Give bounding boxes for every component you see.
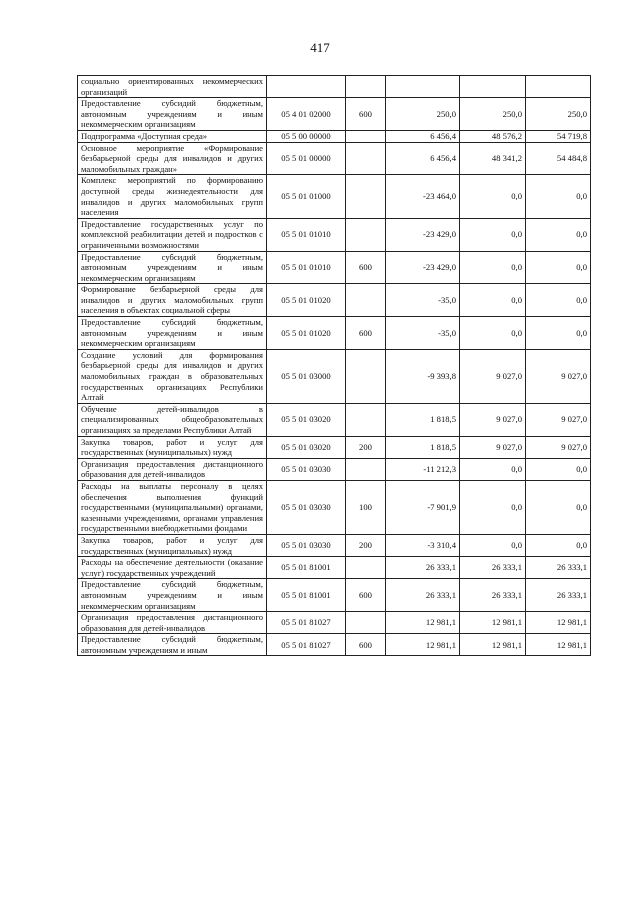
row-expense-type-cell [346, 76, 386, 98]
row-amount-year2-cell: 0,0 [460, 284, 526, 317]
row-name-cell: Предоставление субсидий бюджетным, автономным учреждениям и иным [78, 634, 267, 656]
row-name-cell: Комплекс мероприятий по формированию доступной среды жизнедеятельности для инвалидов и других маломобильных групп населения [78, 175, 267, 218]
row-amount-year1-cell [386, 76, 460, 98]
row-amount-year1-cell: -7 901,9 [386, 480, 460, 534]
row-code-cell: 05 5 01 03020 [267, 436, 346, 458]
row-expense-type-cell [346, 175, 386, 218]
row-name-cell: Формирование безбарьерной среды для инвалидов и других маломобильных групп населения в объектах социальной сферы [78, 284, 267, 317]
row-amount-year2-cell [460, 76, 526, 98]
row-name-cell: социально ориентированных некоммерческих организаций [78, 76, 267, 98]
row-expense-type-cell: 600 [346, 98, 386, 131]
row-amount-year2-cell: 9 027,0 [460, 403, 526, 436]
row-name-cell: Расходы на обеспечение деятельности (оказание услуг) государственных учреждений [78, 557, 267, 579]
table-row [78, 557, 591, 579]
row-expense-type-cell: 600 [346, 634, 386, 656]
row-name-cell: Закупка товаров, работ и услуг для государственных (муниципальных) нужд [78, 534, 267, 556]
table-row [78, 634, 591, 656]
row-code-cell: 05 5 01 01020 [267, 284, 346, 317]
row-expense-type-cell [346, 349, 386, 403]
row-amount-year1-cell: 1 818,5 [386, 403, 460, 436]
row-name-cell: Предоставление субсидий бюджетным, автономным учреждениям и иным некоммерческим организациям [78, 98, 267, 131]
row-expense-type-cell: 600 [346, 317, 386, 350]
table-row [78, 76, 591, 98]
row-amount-year3-cell: 54 484,8 [526, 142, 591, 175]
row-amount-year3-cell: 0,0 [526, 534, 591, 556]
row-name-cell: Предоставление субсидий бюджетным, автономным учреждениям и иным некоммерческим организациям [78, 317, 267, 350]
table-row [78, 317, 591, 350]
table-row [78, 612, 591, 634]
row-amount-year3-cell: 9 027,0 [526, 349, 591, 403]
row-amount-year1-cell: -3 310,4 [386, 534, 460, 556]
row-code-cell: 05 5 01 81027 [267, 612, 346, 634]
row-amount-year1-cell: -23 429,0 [386, 251, 460, 284]
row-name-cell: Расходы на выплаты персоналу в целях обеспечения выполнения функций государственными (муниципальными) органами, казенными учреждениями, органами управления государственными внебюджетными фондами [78, 480, 267, 534]
table-row [78, 284, 591, 317]
row-amount-year3-cell: 9 027,0 [526, 403, 591, 436]
row-amount-year3-cell: 0,0 [526, 218, 591, 251]
row-amount-year3-cell: 0,0 [526, 175, 591, 218]
row-amount-year2-cell: 26 333,1 [460, 557, 526, 579]
row-amount-year3-cell: 54 719,8 [526, 130, 591, 142]
table-row [78, 458, 591, 480]
row-expense-type-cell: 200 [346, 534, 386, 556]
row-amount-year2-cell: 0,0 [460, 317, 526, 350]
row-name-cell: Подпрограмма «Доступная среда» [78, 130, 267, 142]
row-amount-year2-cell: 0,0 [460, 458, 526, 480]
row-expense-type-cell [346, 142, 386, 175]
table-row [78, 436, 591, 458]
row-name-cell: Предоставление субсидий бюджетным, автономным учреждениям и иным некоммерческим организациям [78, 579, 267, 612]
table-row [78, 534, 591, 556]
budget-table-body [78, 76, 591, 656]
row-code-cell: 05 5 01 03030 [267, 480, 346, 534]
row-name-cell: Организация предоставления дистанционного образования для детей-инвалидов [78, 612, 267, 634]
row-code-cell: 05 5 01 81001 [267, 579, 346, 612]
row-code-cell: 05 5 01 01010 [267, 251, 346, 284]
table-row [78, 218, 591, 251]
row-expense-type-cell: 600 [346, 251, 386, 284]
page-number: 417 [310, 40, 330, 55]
row-amount-year3-cell: 0,0 [526, 284, 591, 317]
row-amount-year1-cell: 6 456,4 [386, 130, 460, 142]
row-amount-year1-cell: -11 212,3 [386, 458, 460, 480]
row-code-cell: 05 5 01 01010 [267, 218, 346, 251]
row-code-cell: 05 5 01 03030 [267, 458, 346, 480]
row-amount-year2-cell: 0,0 [460, 534, 526, 556]
row-expense-type-cell [346, 557, 386, 579]
row-amount-year3-cell: 26 333,1 [526, 579, 591, 612]
row-amount-year2-cell: 0,0 [460, 218, 526, 251]
row-amount-year2-cell: 0,0 [460, 251, 526, 284]
row-amount-year2-cell: 0,0 [460, 480, 526, 534]
row-code-cell: 05 5 01 03030 [267, 534, 346, 556]
row-code-cell: 05 5 00 00000 [267, 130, 346, 142]
row-code-cell: 05 5 01 03000 [267, 349, 346, 403]
row-code-cell: 05 5 01 03020 [267, 403, 346, 436]
row-amount-year3-cell: 12 981,1 [526, 612, 591, 634]
row-expense-type-cell [346, 403, 386, 436]
row-amount-year1-cell: 1 818,5 [386, 436, 460, 458]
row-expense-type-cell [346, 612, 386, 634]
row-name-cell: Обучение детей-инвалидов в специализированных общеобразовательных организациях за пределами Республики Алтай [78, 403, 267, 436]
row-code-cell: 05 5 01 01000 [267, 175, 346, 218]
row-name-cell: Основное мероприятие «Формирование безбарьерной среды для инвалидов и других маломобильных граждан» [78, 142, 267, 175]
row-amount-year1-cell: 12 981,1 [386, 612, 460, 634]
row-amount-year3-cell: 9 027,0 [526, 436, 591, 458]
row-name-cell: Создание условий для формирования безбарьерной среды для инвалидов и других маломобильных граждан в образовательных государственных организациях Республики Алтай [78, 349, 267, 403]
row-amount-year3-cell [526, 76, 591, 98]
row-amount-year2-cell: 9 027,0 [460, 436, 526, 458]
row-amount-year2-cell: 26 333,1 [460, 579, 526, 612]
row-expense-type-cell [346, 458, 386, 480]
table-row [78, 98, 591, 131]
row-amount-year1-cell: -35,0 [386, 284, 460, 317]
table-row [78, 175, 591, 218]
row-amount-year1-cell: 6 456,4 [386, 142, 460, 175]
table-row [78, 403, 591, 436]
row-code-cell [267, 76, 346, 98]
row-amount-year2-cell: 250,0 [460, 98, 526, 131]
table-row [78, 130, 591, 142]
row-amount-year3-cell: 250,0 [526, 98, 591, 131]
table-row [78, 349, 591, 403]
budget-table [77, 75, 591, 656]
table-row [78, 142, 591, 175]
row-amount-year3-cell: 26 333,1 [526, 557, 591, 579]
row-expense-type-cell [346, 284, 386, 317]
row-amount-year2-cell: 48 576,2 [460, 130, 526, 142]
row-amount-year1-cell: -23 429,0 [386, 218, 460, 251]
row-amount-year1-cell: -23 464,0 [386, 175, 460, 218]
row-expense-type-cell: 200 [346, 436, 386, 458]
row-amount-year1-cell: 250,0 [386, 98, 460, 131]
row-code-cell: 05 5 01 81001 [267, 557, 346, 579]
row-amount-year2-cell: 48 341,2 [460, 142, 526, 175]
row-amount-year1-cell: -35,0 [386, 317, 460, 350]
row-amount-year2-cell: 12 981,1 [460, 612, 526, 634]
row-code-cell: 05 5 01 81027 [267, 634, 346, 656]
row-amount-year3-cell: 0,0 [526, 458, 591, 480]
row-code-cell: 05 4 01 02000 [267, 98, 346, 131]
row-name-cell: Закупка товаров, работ и услуг для государственных (муниципальных) нужд [78, 436, 267, 458]
row-expense-type-cell: 600 [346, 579, 386, 612]
row-expense-type-cell: 100 [346, 480, 386, 534]
row-amount-year3-cell: 0,0 [526, 317, 591, 350]
row-amount-year2-cell: 0,0 [460, 175, 526, 218]
row-amount-year2-cell: 12 981,1 [460, 634, 526, 656]
row-amount-year1-cell: 12 981,1 [386, 634, 460, 656]
row-code-cell: 05 5 01 01020 [267, 317, 346, 350]
table-row [78, 579, 591, 612]
row-amount-year2-cell: 9 027,0 [460, 349, 526, 403]
row-name-cell: Предоставление государственных услуг по комплексной реабилитации детей и подростков с ограниченными возможностями [78, 218, 267, 251]
table-row [78, 251, 591, 284]
table-row [78, 480, 591, 534]
row-expense-type-cell [346, 218, 386, 251]
row-code-cell: 05 5 01 00000 [267, 142, 346, 175]
row-expense-type-cell [346, 130, 386, 142]
row-amount-year3-cell: 12 981,1 [526, 634, 591, 656]
row-amount-year3-cell: 0,0 [526, 480, 591, 534]
row-name-cell: Предоставление субсидий бюджетным, автономным учреждениям и иным некоммерческим организациям [78, 251, 267, 284]
row-name-cell: Организация предоставления дистанционного образования для детей-инвалидов [78, 458, 267, 480]
row-amount-year1-cell: 26 333,1 [386, 557, 460, 579]
row-amount-year1-cell: 26 333,1 [386, 579, 460, 612]
row-amount-year3-cell: 0,0 [526, 251, 591, 284]
row-amount-year1-cell: -9 393,8 [386, 349, 460, 403]
